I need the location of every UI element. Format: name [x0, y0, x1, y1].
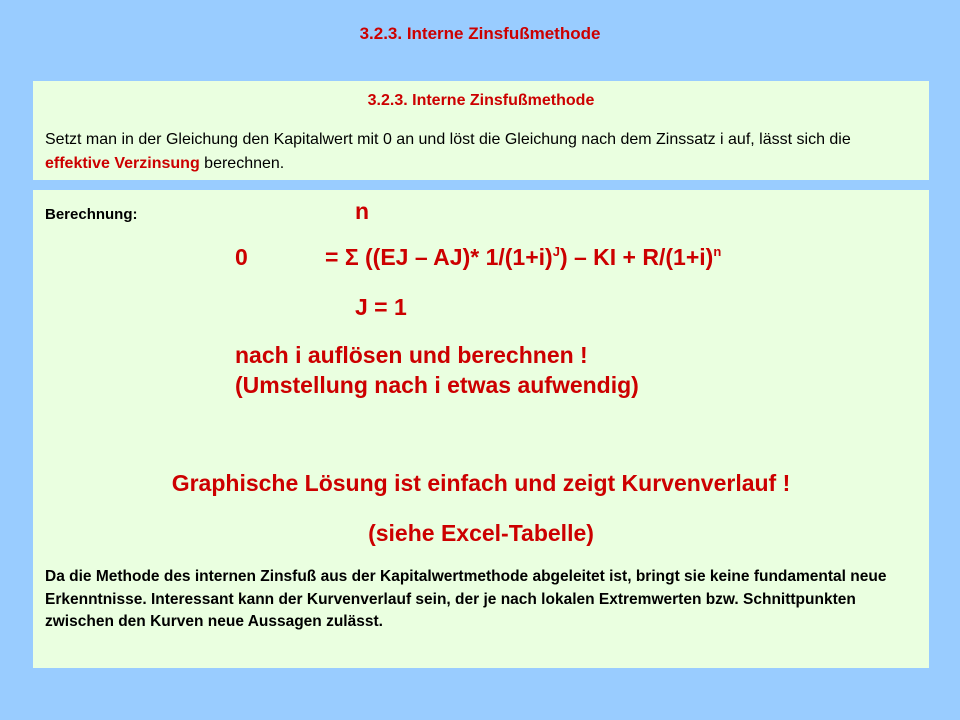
intro-heading: 3.2.3. Interne Zinsfußmethode: [367, 92, 595, 109]
excel-reference: (siehe Excel-Tabelle): [368, 520, 594, 546]
calculation-box: [33, 190, 929, 668]
sum-lower-limit: J = 1: [355, 294, 407, 320]
intro-text-before: Setzt man in der Gleichung den Kapitalwert mit 0 an und löst die Gleichung nach dem Zinssatz i auf, lässt sich die: [45, 131, 851, 148]
sum-upper-limit: n: [355, 198, 370, 224]
intro-text: [45, 128, 915, 176]
intro-text-after: berechnen.: [199, 155, 285, 172]
formula-sup-n: n: [713, 244, 722, 259]
intro-box: [33, 81, 929, 180]
slide-title: 3.2.3. Interne Zinsfußmethode: [359, 24, 601, 43]
formula-sup-j: J: [552, 244, 560, 259]
resolve-line-1: nach i auflösen und berechnen !: [235, 342, 588, 368]
formula-main: = Σ ((EJ – AJ)* 1/(1+i): [325, 244, 553, 270]
formula: [235, 244, 721, 271]
resolve-line-2: (Umstellung nach i etwas aufwendig): [235, 372, 639, 398]
formula-middle: ) – KI + R/(1+i): [559, 244, 714, 270]
formula-zero: 0: [235, 244, 248, 270]
conclusion-text: Da die Methode des internen Zinsfuß aus der Kapitalwertmethode abgeleitet ist, bringt sie keine fundamental neue Erkenntnisse. Interessant kann der Kurvenverlauf sein, der je nach lokalen Extremwerten bzw. Schnittpunkten zwischen den Kurven neue Aussagen zulässt.: [45, 568, 887, 630]
graphical-solution-note: Graphische Lösung ist einfach und zeigt Kurvenverlauf !: [171, 470, 791, 496]
calculation-label: Berechnung:: [45, 206, 138, 223]
resolve-text: [235, 340, 639, 400]
intro-highlight: effektive Verzinsung: [45, 155, 200, 172]
